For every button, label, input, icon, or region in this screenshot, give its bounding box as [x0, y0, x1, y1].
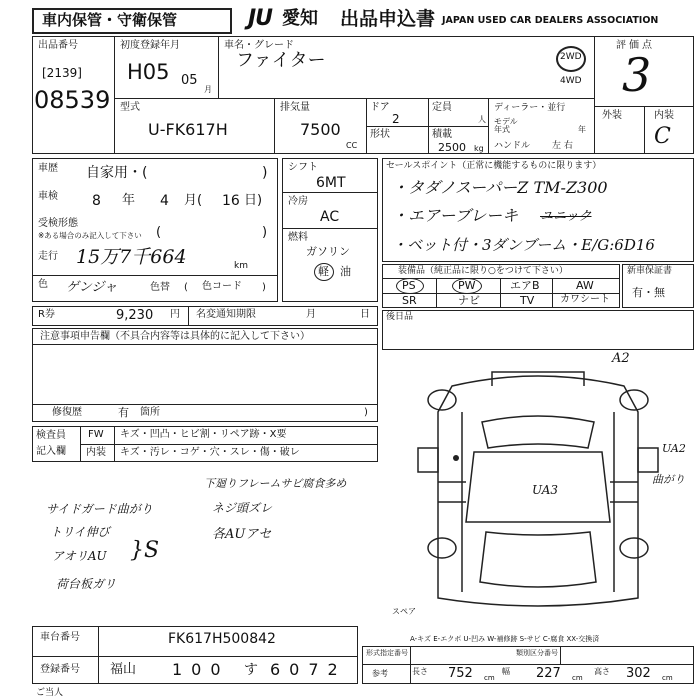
footer-label: ご当人 — [36, 688, 64, 698]
model-name: ファイター — [236, 50, 326, 71]
equipment-header: 装備品（純正品に限り○をつけて下さい） — [398, 266, 568, 276]
body-shape-label: 形状 — [370, 129, 390, 140]
load-label: 積載 — [432, 129, 452, 140]
acceptance-label: 受検形態 — [38, 218, 78, 229]
new-warranty-label: 新車保証書 — [627, 266, 673, 276]
displacement-unit: CC — [346, 141, 358, 150]
plate-kana: す — [244, 662, 258, 678]
lot-code: [2139] — [42, 66, 82, 80]
capacity-unit: 人 — [478, 115, 486, 124]
color-change-label: 色替 — [150, 282, 170, 293]
inspector-label-1: 検査員 — [36, 430, 66, 441]
note-left-4: 荷台板ガリ — [56, 577, 117, 591]
mileage-unit: km — [234, 261, 248, 271]
selling-point-3: ・ベット付・3ダンブーム・E/G:6D16 — [392, 236, 655, 254]
after-items-box — [382, 310, 694, 350]
interior-label: 内装 — [654, 110, 674, 121]
year-unit: 年 — [578, 125, 586, 134]
note-right-2: ネジ頭ズレ — [212, 501, 273, 515]
model-name-label: 車名・グレード — [224, 40, 294, 51]
fuel-label: 燃料 — [288, 232, 308, 243]
model-year-label: モデル年式 — [494, 117, 518, 135]
selling-point-1: ・タダノスーパーZ TM-Z300 — [392, 178, 608, 197]
aircon-value: AC — [320, 209, 340, 225]
doors-value: 2 — [392, 112, 400, 126]
displacement-label: 排気量 — [280, 102, 310, 113]
recycle-amount: 9,230 — [116, 308, 154, 323]
equip-ps-circle — [396, 278, 424, 294]
inspector-row1-head: FW — [88, 429, 104, 440]
inspection-day: 16 — [222, 193, 240, 209]
history-label: 車歴 — [38, 163, 58, 174]
first-reg-era-year: H05 — [127, 60, 170, 84]
notes-box — [32, 328, 378, 422]
after-items-label: 後日品 — [386, 312, 414, 322]
inspection-month-word: 月( — [184, 193, 203, 208]
warranty-options: 有・無 — [632, 286, 665, 299]
listing-no-label: 出品番号 — [38, 40, 78, 51]
color-value: ゲンジャ — [66, 280, 118, 295]
plate-number: 6072 — [270, 660, 347, 679]
listing-no: 08539 — [34, 86, 111, 114]
acceptance-note: ※ある場合のみ記入して下さい — [38, 231, 142, 240]
fuel-kei: 軽 — [318, 265, 329, 278]
height-unit: cm — [662, 674, 673, 682]
aircon-label: 冷房 — [288, 196, 308, 207]
mark-ua2: UA2 — [662, 442, 686, 455]
note-left-1: サイドガード曲がり — [46, 502, 153, 516]
equip-tv: TV — [520, 294, 535, 307]
inspection-month: 4 — [160, 193, 169, 209]
mark-ua3: UA3 — [532, 483, 559, 497]
width-unit: cm — [572, 674, 583, 682]
ref-label: 参考 — [372, 669, 388, 678]
inspector-row1: キズ・凹凸・ヒビ割・リペア跡・X要 — [120, 429, 287, 440]
note-right-1: 下廻りフレームサビ腐食多め — [204, 477, 347, 490]
association-name: JAPAN USED CAR DEALERS ASSOCIATION — [442, 15, 659, 26]
repair-place: 箇所 — [140, 407, 160, 418]
wheel-front-right — [620, 390, 648, 410]
dealer-label: ディーラー・並行 — [494, 103, 566, 113]
spare-label: スペア — [392, 607, 416, 616]
color-code-close: ) — [262, 282, 266, 293]
acceptance-paren-open: ( — [156, 225, 162, 240]
note-left-3: アオリAU — [52, 549, 107, 563]
repair-value: 有 — [118, 406, 129, 419]
history-close: ) — [262, 165, 268, 181]
equip-seat: カワシート — [560, 294, 610, 305]
repair-close: ) — [364, 407, 368, 418]
month-unit: 月 — [204, 85, 212, 94]
first-reg-month: 05 — [181, 73, 198, 88]
drive-2wd: 2WD — [560, 52, 582, 62]
width-value: 227 — [536, 666, 561, 681]
rating-label: 評価点 — [616, 40, 655, 51]
inspector-row2: キズ・汚レ・コゲ・穴・スレ・傷・破レ — [120, 447, 300, 458]
shape-label: 形式指定番号 — [366, 649, 408, 657]
history-value: 自家用・( — [86, 165, 148, 181]
rating-score: 3 — [622, 48, 652, 102]
notes-header: 注意事項申告欄（不具合内容等は具体的に記入して下さい） — [40, 331, 310, 342]
inspector-label-2: 記入欄 — [36, 446, 66, 457]
displacement-value: 7500 — [300, 120, 341, 139]
capacity-label: 定員 — [432, 102, 452, 113]
width-label: 幅 — [502, 667, 510, 676]
length-value: 752 — [448, 666, 473, 681]
exterior-label: 外装 — [602, 110, 622, 121]
inspection-label: 車検 — [38, 191, 58, 202]
damage-legend: A-キズ E-エクボ U-凹み W-補修跡 S-サビ C-腐食 XX-交換済 — [410, 635, 600, 643]
type-label: 型式 — [120, 102, 140, 113]
repair-label: 修復歴 — [52, 407, 82, 418]
equip-pw: PW — [458, 279, 476, 292]
equip-sr: SR — [402, 294, 417, 307]
handle-label: ハンドル — [494, 141, 531, 151]
first-reg-label: 初度登録年月 — [120, 40, 180, 51]
rear-window — [480, 532, 596, 587]
wheel-front-left — [428, 390, 456, 410]
height-label: 高さ — [594, 667, 610, 676]
handle-side: 左 右 — [552, 141, 573, 151]
note-left-bracket: }S — [130, 538, 160, 563]
mileage-value: 15万7千664 — [76, 246, 187, 268]
color-label: 色 — [38, 279, 48, 290]
transfer-day: 日 — [360, 309, 370, 320]
logo-region: 愛知 — [282, 8, 318, 29]
inspector-row2-head: 内装 — [86, 447, 106, 458]
selling-point-2: ・エアーブレーキ — [392, 206, 519, 225]
acceptance-paren-close: ) — [262, 225, 268, 240]
transfer-label: 名変通知期限 — [196, 309, 256, 320]
length-label: 長さ — [412, 667, 428, 676]
fuel-oil: 油 — [340, 265, 351, 278]
mark-a2: A2 — [612, 351, 630, 366]
inspection-year-word: 年 — [122, 193, 136, 208]
mark-dot — [453, 455, 459, 461]
storage-label: 車内保管・守衛保管 — [42, 11, 178, 29]
drive-4wd: 4WD — [560, 76, 582, 86]
shift-label: シフト — [288, 162, 318, 173]
equip-airbag: エアB — [510, 279, 540, 292]
load-unit: kg — [474, 144, 484, 153]
equip-ps: PS — [402, 279, 416, 292]
doors-label: ドア — [370, 102, 390, 113]
car-roof-front — [492, 372, 584, 386]
ju-logo: JU — [248, 6, 273, 31]
mirror-right — [638, 448, 658, 472]
mileage-label: 走行 — [38, 251, 58, 262]
transfer-month: 月 — [306, 309, 316, 320]
load-value: 2500 — [438, 141, 466, 154]
plate-place: 福山 — [110, 662, 137, 677]
equip-aw: AW — [576, 279, 594, 292]
windshield — [482, 416, 594, 448]
recycle-unit: 円 — [170, 309, 180, 320]
plate-label: 登録番号 — [40, 664, 80, 675]
recycle-label: R券 — [38, 309, 55, 320]
selling-point-struck: ユニック — [540, 209, 592, 224]
category-label: 類別区分番号 — [516, 649, 558, 657]
shift-value: 6MT — [316, 175, 346, 191]
equip-pw-circle — [452, 278, 482, 294]
color-code-label: 色コード — [202, 281, 242, 292]
form-title: 出品申込書 — [340, 8, 436, 30]
inspection-year: 8 — [92, 193, 101, 209]
chassis-value: FK617H500842 — [168, 631, 276, 647]
interior-grade: C — [654, 124, 671, 149]
mark-bend: 曲がり — [652, 473, 685, 486]
type-value: U-FK617H — [148, 120, 228, 139]
fuel-selected-circle — [314, 263, 334, 281]
mirror-left — [418, 448, 438, 472]
chassis-label: 車台番号 — [40, 632, 80, 643]
wheel-rear-right — [620, 538, 648, 558]
inspection-day-close: 日) — [244, 193, 263, 208]
note-right-3: 各AUアセ — [212, 527, 272, 542]
equip-navi: ナビ — [458, 294, 480, 307]
wheel-rear-left — [428, 538, 456, 558]
fuel-gasoline: ガソリン — [306, 245, 350, 258]
color-paren: ( — [184, 282, 188, 293]
plate-class: 100 — [172, 660, 230, 679]
height-value: 302 — [626, 666, 651, 681]
drive-selected-circle — [556, 46, 586, 72]
note-left-2: トリイ伸び — [50, 525, 110, 539]
length-unit: cm — [484, 674, 495, 682]
selling-points-header: セールスポイント（正常に機能するものに限ります） — [386, 161, 602, 171]
